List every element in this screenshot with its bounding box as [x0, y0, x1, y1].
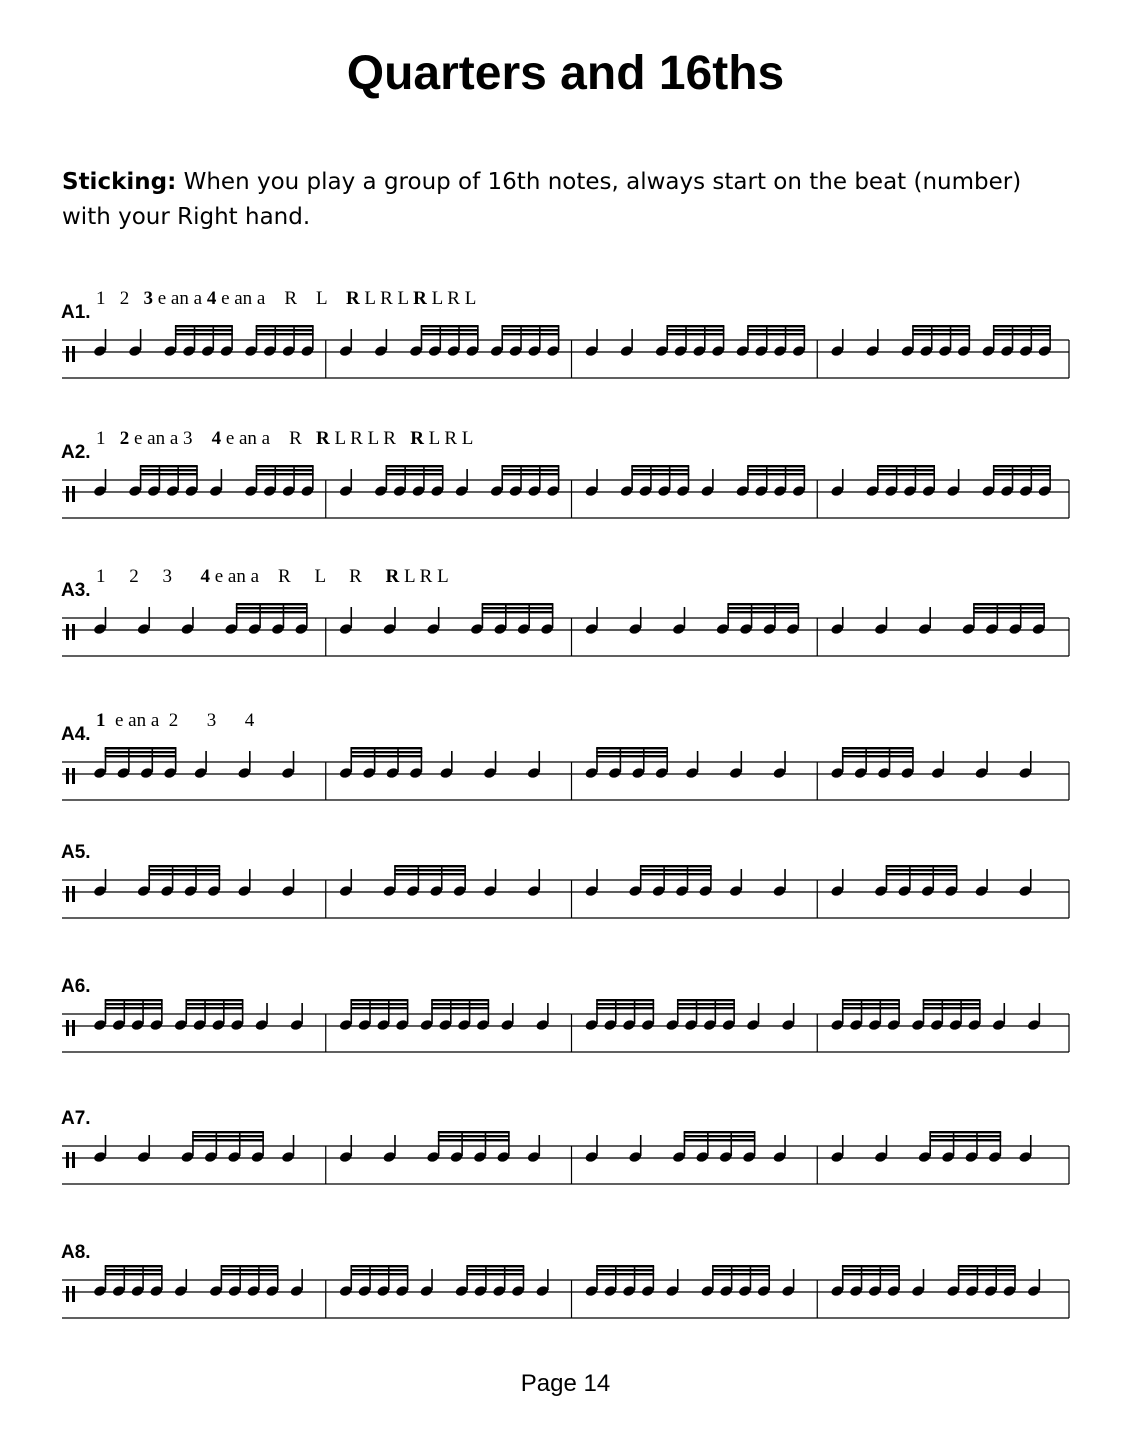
- sixteenth-beam: [747, 469, 805, 471]
- page-title: Quarters and 16ths: [346, 47, 785, 100]
- percussion-clef-bar: [72, 1020, 75, 1036]
- counting-syllable: e an a 3: [129, 428, 212, 449]
- sixteenth-beam: [148, 865, 220, 867]
- sixteenth-beam: [350, 747, 422, 749]
- sixteenth-beam: [350, 755, 422, 757]
- sixteenth-beam: [466, 1269, 524, 1271]
- sixteenth-beam: [993, 469, 1051, 471]
- sixteenth-beam: [712, 1265, 770, 1267]
- sixteenth-beam: [596, 1003, 654, 1005]
- sixteenth-beam: [140, 473, 198, 475]
- counting-syllable: 1: [96, 428, 120, 449]
- sixteenth-beam: [877, 473, 935, 475]
- sixteenth-beam: [386, 465, 444, 467]
- percussion-clef-bar: [72, 624, 75, 640]
- sixteenth-beam: [501, 333, 559, 335]
- sixteenth-beam: [236, 611, 308, 613]
- sixteenth-beam: [221, 1265, 279, 1267]
- percussion-clef-bar: [66, 1020, 69, 1036]
- sixteenth-beam: [105, 755, 177, 757]
- sticking-instructions: [62, 165, 1072, 235]
- sixteenth-beam: [923, 1003, 981, 1005]
- exercise-label: A7.: [61, 1108, 91, 1129]
- sixteenth-beam: [640, 873, 712, 875]
- sixteenth-beam: [747, 465, 805, 467]
- percussion-clef-bar: [66, 1286, 69, 1302]
- sixteenth-beam: [256, 473, 314, 475]
- exercise-label: A3.: [61, 580, 91, 601]
- sixteenth-beam: [501, 473, 559, 475]
- sixteenth-beam: [386, 469, 444, 471]
- sixteenth-beam: [105, 1265, 163, 1267]
- sixteenth-beam: [175, 325, 233, 327]
- sixteenth-beam: [140, 465, 198, 467]
- counting-syllable: e an a R L: [216, 288, 346, 309]
- counting-syllable: 4: [211, 428, 222, 449]
- percussion-clef-bar: [72, 886, 75, 902]
- sixteenth-beam: [596, 1269, 654, 1271]
- sixteenth-beam: [105, 1007, 163, 1009]
- exercise-label: A4.: [61, 724, 91, 745]
- percussion-clef-bar: [66, 624, 69, 640]
- sixteenth-beam: [640, 869, 712, 871]
- sixteenth-beam: [886, 869, 958, 871]
- sixteenth-beam: [666, 333, 724, 335]
- sixteenth-beam: [993, 329, 1051, 331]
- sixteenth-beam: [438, 1139, 510, 1141]
- sixteenth-beam: [747, 333, 805, 335]
- sixteenth-beam: [727, 611, 799, 613]
- sixteenth-beam: [386, 473, 444, 475]
- sixteenth-beam: [256, 465, 314, 467]
- sixteenth-beam: [596, 747, 668, 749]
- sixteenth-beam: [175, 329, 233, 331]
- sixteenth-beam: [350, 1269, 408, 1271]
- sixteenth-beam: [712, 1273, 770, 1275]
- sixteenth-beam: [973, 611, 1045, 613]
- sticking-text: When you play a group of 16th notes, always start on the beat (number) with your Right hand.: [62, 169, 1022, 230]
- counting-syllable: e an a R: [221, 428, 317, 449]
- sixteenth-beam: [431, 1003, 489, 1005]
- percussion-clef-bar: [66, 486, 69, 502]
- sixteenth-beam: [431, 999, 489, 1001]
- sixteenth-beam: [684, 1131, 756, 1133]
- sixteenth-beam: [350, 751, 422, 753]
- sixteenth-beam: [684, 1135, 756, 1137]
- sixteenth-beam: [912, 325, 970, 327]
- percussion-clef-bar: [66, 1152, 69, 1168]
- exercise-label: A5.: [61, 842, 91, 863]
- sixteenth-beam: [596, 999, 654, 1001]
- sixteenth-beam: [842, 1273, 900, 1275]
- sixteenth-beam: [747, 329, 805, 331]
- counting-syllable: e an a R L R: [210, 566, 386, 587]
- sixteenth-beam: [185, 1003, 243, 1005]
- sixteenth-beam: [236, 603, 308, 605]
- sixteenth-beam: [677, 1007, 735, 1009]
- sixteenth-beam: [350, 999, 408, 1001]
- sixteenth-beam: [350, 1265, 408, 1267]
- percussion-clef-bar: [72, 346, 75, 362]
- drum-staff: [0, 992, 1131, 1062]
- sixteenth-beam: [421, 329, 479, 331]
- page-number: Page 14: [520, 1370, 611, 1397]
- exercise-label: A1.: [61, 302, 91, 323]
- sixteenth-beam: [256, 325, 314, 327]
- sixteenth-beam: [684, 1139, 756, 1141]
- counting-syllable: R: [410, 428, 424, 449]
- drum-staff: [0, 858, 1131, 928]
- counting-syllable: L R L: [426, 288, 477, 309]
- sixteenth-beam: [421, 333, 479, 335]
- counting-syllable: e an a 2 3 4: [105, 710, 255, 731]
- counting-syllable: R: [413, 288, 427, 309]
- sixteenth-beam: [105, 751, 177, 753]
- sixteenth-beam: [727, 607, 799, 609]
- sixteenth-beam: [394, 865, 466, 867]
- sixteenth-beam: [993, 333, 1051, 335]
- sixteenth-beam: [482, 603, 554, 605]
- sixteenth-beam: [431, 1007, 489, 1009]
- sixteenth-beam: [438, 1131, 510, 1133]
- percussion-clef-bar: [72, 486, 75, 502]
- sixteenth-beam: [842, 1269, 900, 1271]
- sixteenth-beam: [929, 1139, 1001, 1141]
- sixteenth-beam: [256, 333, 314, 335]
- sixteenth-beam: [148, 873, 220, 875]
- sixteenth-beam: [886, 873, 958, 875]
- drum-staff: [0, 458, 1131, 528]
- sixteenth-beam: [148, 869, 220, 871]
- sixteenth-beam: [929, 1131, 1001, 1133]
- counting-syllable: 1 2 3: [96, 566, 201, 587]
- sixteenth-beam: [842, 747, 914, 749]
- sixteenth-beam: [350, 1273, 408, 1275]
- sixteenth-beam: [185, 1007, 243, 1009]
- sixteenth-beam: [923, 999, 981, 1001]
- counting-syllable: 3: [143, 288, 153, 309]
- drum-staff: [0, 740, 1131, 810]
- sixteenth-beam: [105, 999, 163, 1001]
- sixteenth-beam: [912, 329, 970, 331]
- sixteenth-beam: [438, 1135, 510, 1137]
- drum-staff: [0, 596, 1131, 666]
- sixteenth-beam: [993, 465, 1051, 467]
- sixteenth-beam: [105, 747, 177, 749]
- sixteenth-beam: [501, 465, 559, 467]
- sixteenth-beam: [958, 1273, 1016, 1275]
- sticking-label: Sticking:: [62, 169, 177, 195]
- sixteenth-beam: [185, 999, 243, 1001]
- sixteenth-beam: [929, 1135, 1001, 1137]
- drum-staff: [0, 1258, 1131, 1328]
- sixteenth-beam: [842, 999, 900, 1001]
- counting-line: [96, 288, 476, 310]
- sixteenth-beam: [677, 999, 735, 1001]
- sixteenth-beam: [105, 1273, 163, 1275]
- sixteenth-beam: [596, 751, 668, 753]
- sixteenth-beam: [394, 873, 466, 875]
- sixteenth-beam: [596, 755, 668, 757]
- sixteenth-beam: [596, 1265, 654, 1267]
- sixteenth-beam: [973, 603, 1045, 605]
- counting-syllable: R: [316, 428, 330, 449]
- sixteenth-beam: [842, 755, 914, 757]
- percussion-clef-bar: [72, 768, 75, 784]
- counting-line: [96, 566, 449, 588]
- counting-syllable: L R L: [423, 428, 474, 449]
- counting-syllable: 4: [200, 566, 210, 587]
- sixteenth-beam: [192, 1131, 264, 1133]
- sixteenth-beam: [842, 1265, 900, 1267]
- sixteenth-beam: [923, 1007, 981, 1009]
- counting-syllable: L R L R: [329, 428, 411, 449]
- sixteenth-beam: [482, 611, 554, 613]
- sixteenth-beam: [350, 1007, 408, 1009]
- counting-syllable: 2: [119, 428, 130, 449]
- sixteenth-beam: [993, 473, 1051, 475]
- sixteenth-beam: [596, 1007, 654, 1009]
- sixteenth-beam: [973, 607, 1045, 609]
- sixteenth-beam: [221, 1269, 279, 1271]
- sixteenth-beam: [175, 333, 233, 335]
- sixteenth-beam: [631, 469, 689, 471]
- sixteenth-beam: [747, 473, 805, 475]
- counting-syllable: 2: [105, 288, 144, 309]
- exercise-label: A2.: [61, 442, 91, 463]
- sixteenth-beam: [501, 329, 559, 331]
- sixteenth-beam: [842, 1007, 900, 1009]
- percussion-clef-bar: [66, 768, 69, 784]
- sixteenth-beam: [958, 1269, 1016, 1271]
- percussion-clef-bar: [72, 1286, 75, 1302]
- sixteenth-beam: [394, 869, 466, 871]
- sixteenth-beam: [105, 1003, 163, 1005]
- sixteenth-beam: [501, 469, 559, 471]
- percussion-clef-bar: [66, 346, 69, 362]
- counting-syllable: 1: [96, 710, 106, 731]
- sixteenth-beam: [236, 607, 308, 609]
- counting-syllable: 1: [96, 288, 106, 309]
- sixteenth-beam: [221, 1273, 279, 1275]
- sixteenth-beam: [877, 469, 935, 471]
- sixteenth-beam: [727, 603, 799, 605]
- sixteenth-beam: [482, 607, 554, 609]
- sixteenth-beam: [256, 469, 314, 471]
- counting-syllable: 4: [206, 288, 217, 309]
- counting-syllable: R: [385, 566, 400, 587]
- sixteenth-beam: [712, 1269, 770, 1271]
- sixteenth-beam: [666, 325, 724, 327]
- sixteenth-beam: [666, 329, 724, 331]
- sixteenth-beam: [640, 865, 712, 867]
- sixteenth-beam: [677, 1003, 735, 1005]
- percussion-clef-bar: [72, 1152, 75, 1168]
- sixteenth-beam: [596, 1273, 654, 1275]
- sixteenth-beam: [466, 1265, 524, 1267]
- sixteenth-beam: [958, 1265, 1016, 1267]
- sixteenth-beam: [192, 1135, 264, 1137]
- counting-line: [96, 428, 473, 450]
- sixteenth-beam: [877, 465, 935, 467]
- sixteenth-beam: [747, 325, 805, 327]
- counting-line: [96, 710, 254, 732]
- sixteenth-beam: [842, 1003, 900, 1005]
- sixteenth-beam: [256, 329, 314, 331]
- counting-syllable: L R L: [359, 288, 414, 309]
- drum-staff: [0, 1124, 1131, 1194]
- percussion-clef-bar: [66, 886, 69, 902]
- counting-syllable: R: [345, 288, 360, 309]
- counting-syllable: L R L: [399, 566, 449, 587]
- sixteenth-beam: [501, 325, 559, 327]
- sixteenth-beam: [631, 465, 689, 467]
- counting-syllable: e an a: [153, 288, 207, 309]
- sixteenth-beam: [105, 1269, 163, 1271]
- exercise-label: A8.: [61, 1242, 91, 1263]
- sixteenth-beam: [350, 1003, 408, 1005]
- sixteenth-beam: [912, 333, 970, 335]
- sixteenth-beam: [140, 469, 198, 471]
- sixteenth-beam: [631, 473, 689, 475]
- exercise-label: A6.: [61, 976, 91, 997]
- sixteenth-beam: [842, 751, 914, 753]
- drum-staff: [0, 318, 1131, 388]
- sixteenth-beam: [466, 1273, 524, 1275]
- sixteenth-beam: [993, 325, 1051, 327]
- sixteenth-beam: [421, 325, 479, 327]
- sixteenth-beam: [886, 865, 958, 867]
- sixteenth-beam: [192, 1139, 264, 1141]
